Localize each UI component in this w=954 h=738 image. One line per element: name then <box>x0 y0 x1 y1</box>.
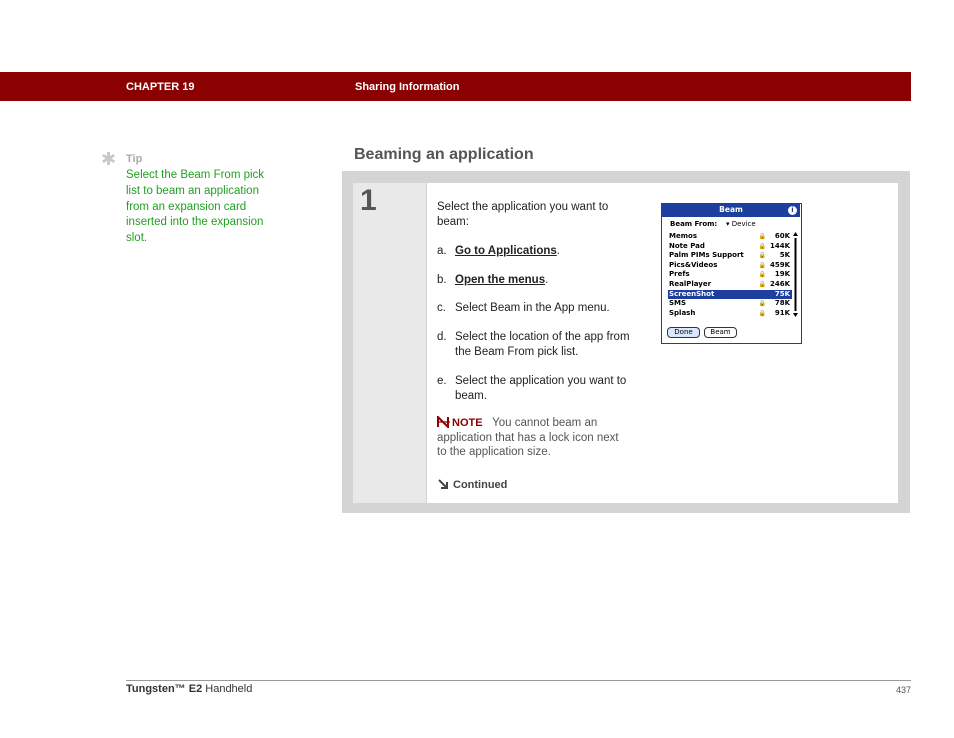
step-item-a <box>437 244 637 259</box>
list-item[interactable] <box>668 242 792 252</box>
app-name: Memos <box>669 232 697 240</box>
lock-icon: 🔒 <box>758 300 766 308</box>
lock-icon: 🔒 <box>758 242 766 250</box>
info-icon[interactable]: i <box>788 206 797 215</box>
asterisk-icon: ✱ <box>101 149 117 169</box>
step-item-suffix: . <box>556 245 560 257</box>
note-label: NOTE <box>452 417 483 429</box>
note-text: You cannot beam an application that has a lock icon next to the application size. <box>437 417 619 458</box>
step-item-text: Select the location of the app from the Beam From pick list. <box>455 331 630 358</box>
section-title: Sharing Information <box>355 81 460 93</box>
footer-divider <box>126 680 911 681</box>
app-name: Pics&Videos <box>669 260 718 269</box>
scroll-down-icon <box>793 313 798 317</box>
note-icon <box>437 416 450 428</box>
lock-icon: 🔒 <box>758 280 766 288</box>
app-size: 246K <box>769 279 790 288</box>
continued-indicator[interactable] <box>437 478 507 491</box>
app-name: Note Pad <box>669 241 705 250</box>
step-number-column <box>353 183 426 503</box>
list-item[interactable] <box>668 309 792 319</box>
app-size: 75K <box>774 289 790 298</box>
arrow-down-right-icon <box>437 478 450 490</box>
continued-label: Continued <box>453 479 508 491</box>
step-item-label: d. <box>437 331 447 343</box>
beam-from-value: Device <box>731 220 756 228</box>
step-item-e <box>437 374 637 403</box>
page-number: 437 <box>895 685 911 695</box>
app-name: RealPlayer <box>669 279 712 288</box>
app-size: 78K <box>774 299 790 308</box>
lock-icon: 🔒 <box>758 261 766 269</box>
step-item-label: e. <box>437 375 447 387</box>
lock-icon: 🔒 <box>758 252 766 260</box>
scroll-track <box>795 238 797 311</box>
app-size: 459K <box>769 260 790 269</box>
lock-icon: 🔒 <box>758 309 766 317</box>
app-name: Prefs <box>669 270 690 279</box>
app-name: SMS <box>669 299 687 308</box>
palm-beam-screenshot <box>661 203 802 344</box>
beam-button[interactable]: Beam <box>704 327 737 338</box>
list-item[interactable] <box>668 232 792 242</box>
note-block <box>437 416 627 460</box>
step-item-text: Select Beam in the App menu. <box>455 302 610 314</box>
scroll-up-icon <box>793 232 798 236</box>
page-heading: Beaming an application <box>354 146 534 163</box>
palm-title-bar <box>662 204 800 217</box>
step-item-suffix: . <box>545 274 549 286</box>
list-item-selected[interactable] <box>668 290 792 300</box>
app-name: Splash <box>669 308 696 317</box>
app-size: 19K <box>774 270 790 279</box>
footer-product <box>126 683 252 695</box>
step-item-b <box>437 273 637 288</box>
step-item-label: b. <box>437 274 447 286</box>
list-item[interactable] <box>668 270 792 280</box>
step-item-label: c. <box>437 302 446 314</box>
app-size: 144K <box>769 241 790 250</box>
step-number: 1 <box>360 184 377 217</box>
app-size: 5K <box>779 251 790 260</box>
step-intro: Select the application you want to beam: <box>437 201 609 228</box>
app-size: 91K <box>774 308 790 317</box>
step-item-d <box>437 330 637 359</box>
app-size: 60K <box>774 232 790 240</box>
step-item-c <box>437 301 637 316</box>
tip-label: Tip <box>126 153 143 165</box>
beam-from-picker[interactable] <box>726 220 756 228</box>
list-item[interactable] <box>668 299 792 309</box>
product-suffix: Handheld <box>202 683 253 695</box>
list-item[interactable] <box>668 280 792 290</box>
product-name: Tungsten™ E2 <box>126 683 203 695</box>
go-to-applications-link[interactable]: Go to Applications <box>455 245 557 257</box>
done-button[interactable]: Done <box>667 327 700 338</box>
open-the-menus-link[interactable]: Open the menus <box>455 274 546 286</box>
scrollbar[interactable] <box>793 232 798 317</box>
beam-from-label: Beam From: <box>670 220 718 228</box>
app-list <box>668 232 792 318</box>
step-item-label: a. <box>437 245 447 257</box>
tip-text: Select the Beam From pick list to beam an application from an expansion card inserted into the expansion slot. <box>126 169 265 245</box>
chevron-down-icon: ▾ <box>726 220 730 228</box>
chapter-label: CHAPTER 19 <box>126 81 195 93</box>
step-item-text: Select the application you want to beam. <box>455 375 627 402</box>
lock-icon: 🔒 <box>758 271 766 279</box>
lock-icon: 🔒 <box>758 233 766 240</box>
palm-title: Beam <box>719 205 743 214</box>
app-name: ScreenShot <box>669 289 715 298</box>
list-item[interactable] <box>668 261 792 271</box>
list-item[interactable] <box>668 251 792 261</box>
app-name: Palm PIMs Support <box>669 251 744 260</box>
